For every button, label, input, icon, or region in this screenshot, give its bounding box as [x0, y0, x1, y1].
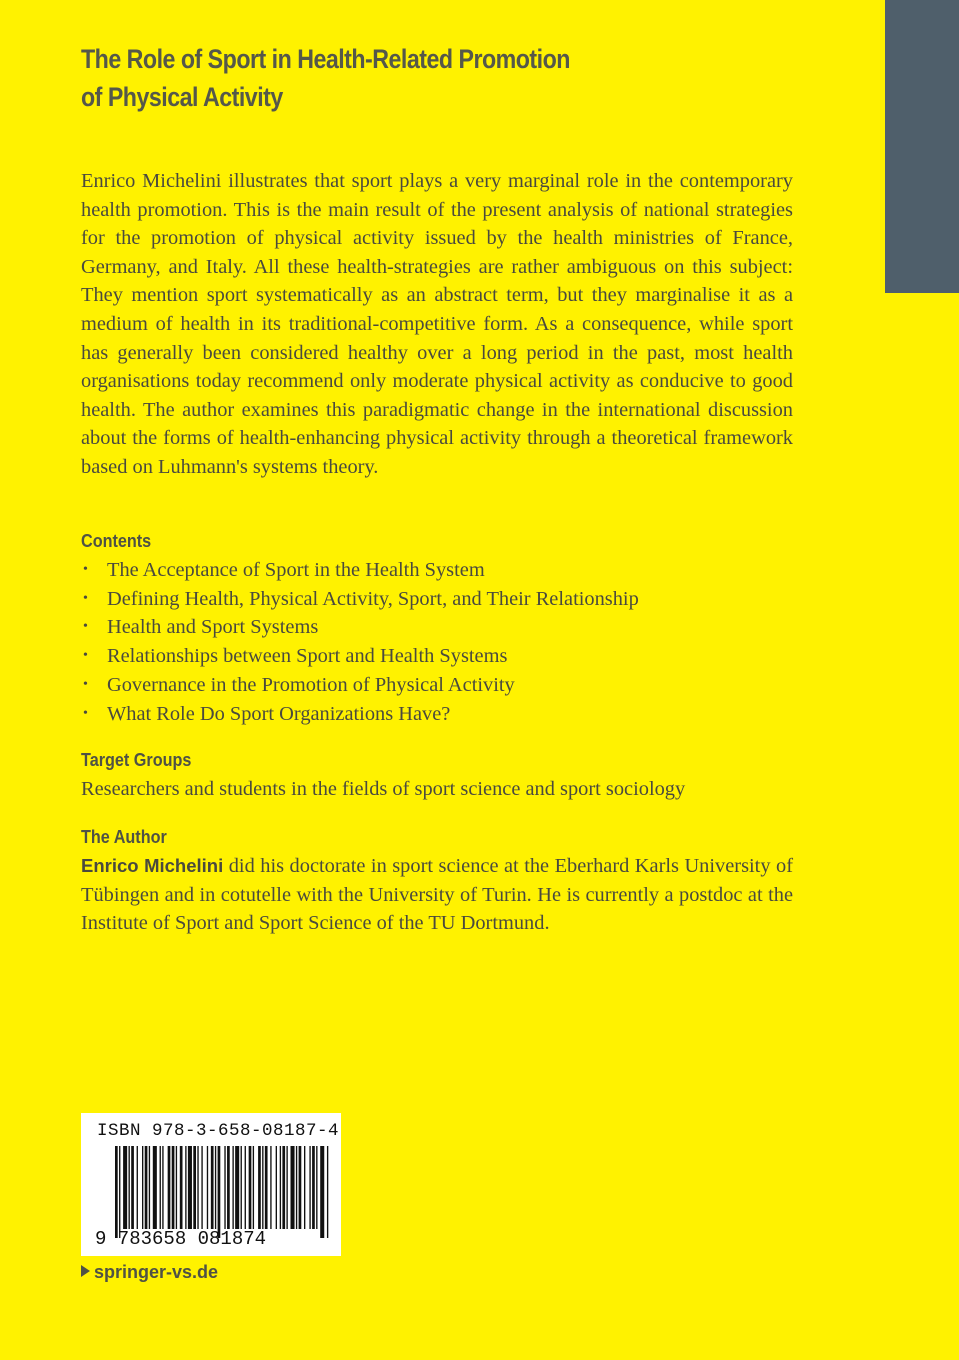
- book-title-line-1: The Role of Sport in Health-Related Promotion: [81, 44, 570, 74]
- barcode-bar: [296, 1146, 297, 1229]
- barcode-bar: [185, 1146, 186, 1229]
- barcode-bar: [137, 1146, 138, 1229]
- barcode-bar: [153, 1146, 157, 1229]
- barcode-bar: [145, 1146, 148, 1229]
- barcode-bar: [249, 1146, 252, 1229]
- bullet-icon: •: [83, 676, 88, 692]
- barcode-bar: [211, 1146, 214, 1229]
- barcode-bar: [241, 1146, 242, 1229]
- barcode-bar: [180, 1146, 183, 1229]
- barcode-bar: [123, 1146, 127, 1229]
- barcode-bar: [131, 1146, 134, 1229]
- barcode-bar: [304, 1146, 305, 1229]
- barcode-bar: [309, 1146, 310, 1229]
- barcode-bar: [119, 1146, 120, 1238]
- barcode-bar: [207, 1146, 208, 1229]
- contents-item: [81, 642, 801, 671]
- book-title: [81, 40, 700, 116]
- book-title-line-2: of Physical Activity: [81, 82, 283, 112]
- contents-item-label: What Role Do Sport Organizations Have?: [107, 702, 451, 725]
- barcode-bar: [218, 1146, 221, 1238]
- barcode-digits: 9 783658 081874: [95, 1228, 267, 1250]
- barcode-bar: [160, 1146, 161, 1229]
- contents-item-label: Defining Health, Physical Activity, Sport, and Their Relationship: [107, 587, 639, 610]
- barcode-bar: [258, 1146, 261, 1229]
- publisher-website[interactable]: [81, 1262, 218, 1283]
- target-groups-text: Researchers and students in the fields of sport science and sport sociology: [81, 778, 686, 800]
- contents-item: [81, 585, 801, 614]
- barcode-bar: [270, 1146, 271, 1229]
- barcode-bar: [280, 1146, 281, 1229]
- author-bio-text: did his doctorate in sport science at the Eberhard Karls University of Tübingen and in cotutelle with the University of Turin. He is currently a postdoc at the Institute of Sport and Sport Science of the TU Dortmund.: [81, 855, 793, 935]
- isbn-barcode: [81, 1113, 341, 1256]
- barcode-bar: [245, 1146, 246, 1229]
- barcode-bar: [235, 1146, 239, 1229]
- barcode-bar: [162, 1146, 163, 1229]
- author-bio: [81, 852, 793, 938]
- barcode-bar: [232, 1146, 233, 1229]
- barcode-bar: [176, 1146, 177, 1229]
- barcode-bar: [197, 1146, 198, 1229]
- barcode-bar: [320, 1146, 324, 1238]
- contents-heading: Contents: [81, 531, 152, 551]
- barcode-bar: [327, 1146, 328, 1238]
- barcode-bar: [142, 1146, 143, 1229]
- publisher-website-label: springer-vs.de: [94, 1262, 219, 1282]
- barcode-bar: [286, 1146, 287, 1229]
- bullet-icon: •: [83, 590, 88, 606]
- barcode-bar: [291, 1146, 295, 1229]
- barcode-bar: [316, 1146, 317, 1229]
- barcode-bar: [276, 1146, 277, 1229]
- contents-list: [81, 556, 801, 728]
- contents-item-label: Health and Sport Systems: [107, 616, 319, 639]
- barcode-bar: [215, 1146, 216, 1229]
- bullet-icon: •: [83, 648, 88, 664]
- isbn-label: ISBN 978-3-658-08187-4: [97, 1121, 340, 1141]
- contents-item-label: Relationships between Sport and Health Systems: [107, 645, 508, 668]
- barcode-bar: [299, 1146, 302, 1229]
- barcode-bar: [172, 1146, 175, 1229]
- barcode-bar: [201, 1146, 202, 1229]
- contents-item: [81, 556, 801, 585]
- author-heading: The Author: [81, 827, 167, 847]
- barcode-bar: [282, 1146, 285, 1229]
- barcode-bar: [129, 1146, 130, 1229]
- target-groups-heading: Target Groups: [81, 750, 192, 770]
- description-paragraph: Enrico Michelini illustrates that sport plays a very marginal role in the contemporary health promotion. This is the main result of the present analysis of national strategies for the promotion of physical activity issued by the health ministries of France, Germany, and Italy. All these health-strategies are rather ambiguous on this subject: They mention sport systematically as an abstract term, but they marginalise it as a medium of health in its traditional-competitive form. As a consequence, while sport has generally been considered healthy over a long period in the past, most health organisations today recommend only moderate physical activity as conducive to good health. The author examines this paradigmatic change in the international discussion about the forms of health-enhancing physical activity through a theoretical framework based on Luhmann's systems theory.: [81, 170, 793, 478]
- contents-item: [81, 613, 801, 642]
- barcode-bar: [115, 1146, 118, 1238]
- barcode-bar: [224, 1146, 225, 1229]
- barcode-bar: [265, 1146, 268, 1229]
- contents-item-label: Governance in the Promotion of Physical Activity: [107, 673, 515, 696]
- contents-item-label: The Acceptance of Sport in the Health System: [107, 559, 485, 581]
- bullet-icon: •: [83, 562, 88, 577]
- contents-item: [81, 700, 801, 729]
- bullet-icon: •: [83, 705, 88, 721]
- author-name: Enrico Michelini: [81, 855, 224, 876]
- barcode-bar: [193, 1146, 196, 1229]
- bullet-icon: •: [83, 619, 88, 635]
- side-color-tab: [885, 0, 959, 293]
- barcode-bar: [149, 1146, 150, 1229]
- barcode-bar: [253, 1146, 254, 1229]
- barcode-bar: [262, 1146, 263, 1229]
- arrow-right-icon: [81, 1265, 90, 1277]
- barcode-bar: [227, 1146, 230, 1229]
- barcode-bar: [312, 1146, 315, 1229]
- contents-item: [81, 671, 801, 700]
- barcode-bar: [168, 1146, 171, 1229]
- barcode-bar: [188, 1146, 192, 1229]
